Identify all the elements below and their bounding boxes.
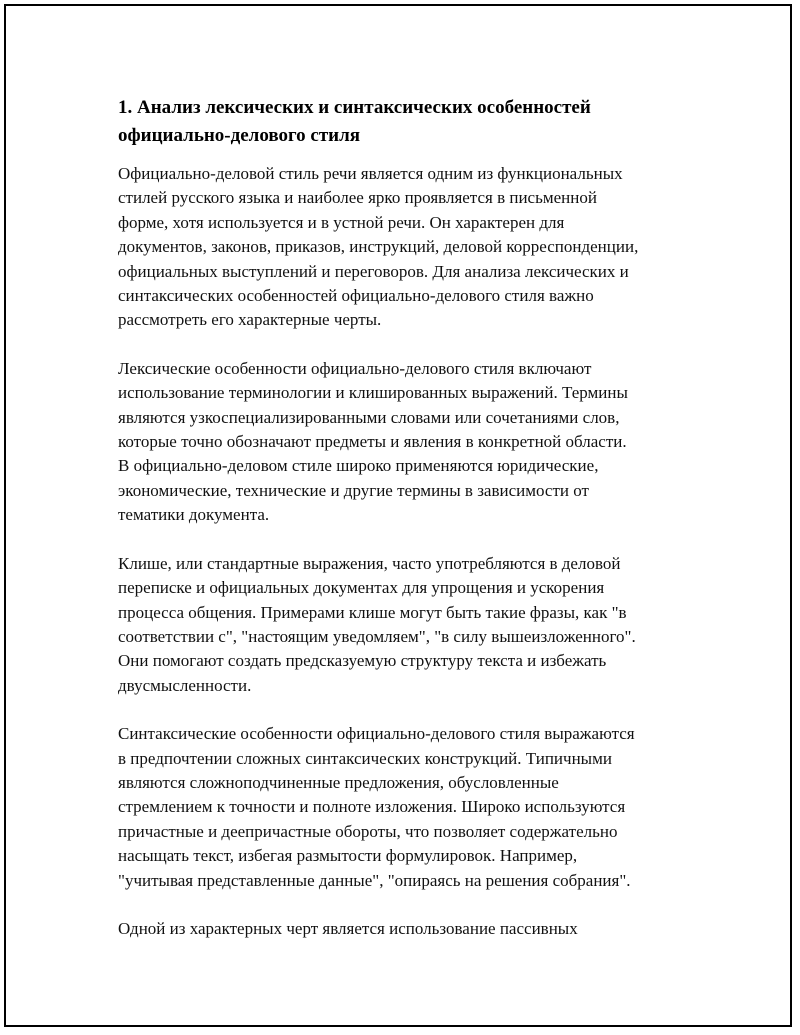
paragraph-lexical bbox=[118, 357, 688, 528]
text-line: экономические, технические и другие термины в зависимости от bbox=[118, 480, 589, 500]
text-line: В официально-деловом стиле широко применяются юридические, bbox=[118, 456, 599, 476]
text-line: стилей русского языка и наиболее ярко проявляется в письменной bbox=[118, 188, 597, 208]
text-line: в предпочтении сложных синтаксических конструкций. Типичными bbox=[118, 748, 612, 768]
text-line: Официально-деловой стиль речи является одним из функциональных bbox=[118, 164, 623, 183]
text-line: Они помогают создать предсказуемую структуру текста и избежать bbox=[118, 651, 607, 671]
text-line: процесса общения. Примерами клише могут быть такие фразы, как "в bbox=[118, 602, 627, 622]
text-line: являются узкоспециализированными словами или сочетаниями слов, bbox=[118, 407, 620, 427]
text-line: рассмотреть его характерные черты. bbox=[118, 310, 382, 330]
text-line: причастные и деепричастные обороты, что позволяет содержательно bbox=[118, 821, 618, 841]
text-line: Клише, или стандартные выражения, часто употребляются в деловой bbox=[118, 553, 621, 573]
section-heading bbox=[118, 94, 688, 150]
text-line: Одной из характерных черт является использование пассивных bbox=[118, 918, 578, 938]
text-line: тематики документа. bbox=[118, 505, 270, 525]
text-line: Лексические особенности официально-делового стиля включают bbox=[118, 358, 592, 378]
paragraph-syntactic bbox=[118, 722, 688, 893]
text-line: насыщать текст, избегая размытости формулировок. Например, bbox=[118, 846, 578, 866]
text-line: соответствии с", "настоящим уведомляем", "в силу вышеизложенного". bbox=[118, 626, 636, 646]
paragraph-cliches bbox=[118, 552, 688, 698]
text-line: "учитывая представленные данные", "опираясь на решения собрания". bbox=[118, 870, 631, 890]
text-line: переписке и официальных документах для упрощения и ускорения bbox=[118, 578, 605, 598]
text-line: документов, законов, приказов, инструкций, деловой корреспонденции, bbox=[118, 237, 639, 257]
document-body bbox=[118, 94, 688, 965]
text-line: двусмысленности. bbox=[118, 675, 252, 695]
text-line: синтаксических особенностей официально-делового стиля важно bbox=[118, 286, 594, 306]
text-line: официальных выступлений и переговоров. Для анализа лексических и bbox=[118, 261, 629, 281]
text-line: форме, хотя используется и в устной речи. Он характерен для bbox=[118, 212, 565, 232]
paragraph-passive bbox=[118, 917, 688, 941]
text-line: стремлением к точности и полноте изложения. Широко используются bbox=[118, 797, 626, 817]
heading-line: 1. Анализ лексических и синтаксических особенностей bbox=[118, 97, 591, 118]
paragraph-intro bbox=[118, 162, 688, 333]
text-line: которые точно обозначают предметы и явления в конкретной области. bbox=[118, 432, 627, 452]
text-line: являются сложноподчиненные предложения, обусловленные bbox=[118, 772, 559, 792]
text-line: Синтаксические особенности официально-делового стиля выражаются bbox=[118, 724, 635, 744]
heading-line: официально-делового стиля bbox=[118, 125, 361, 146]
text-line: использование терминологии и клишированных выражений. Термины bbox=[118, 383, 628, 403]
